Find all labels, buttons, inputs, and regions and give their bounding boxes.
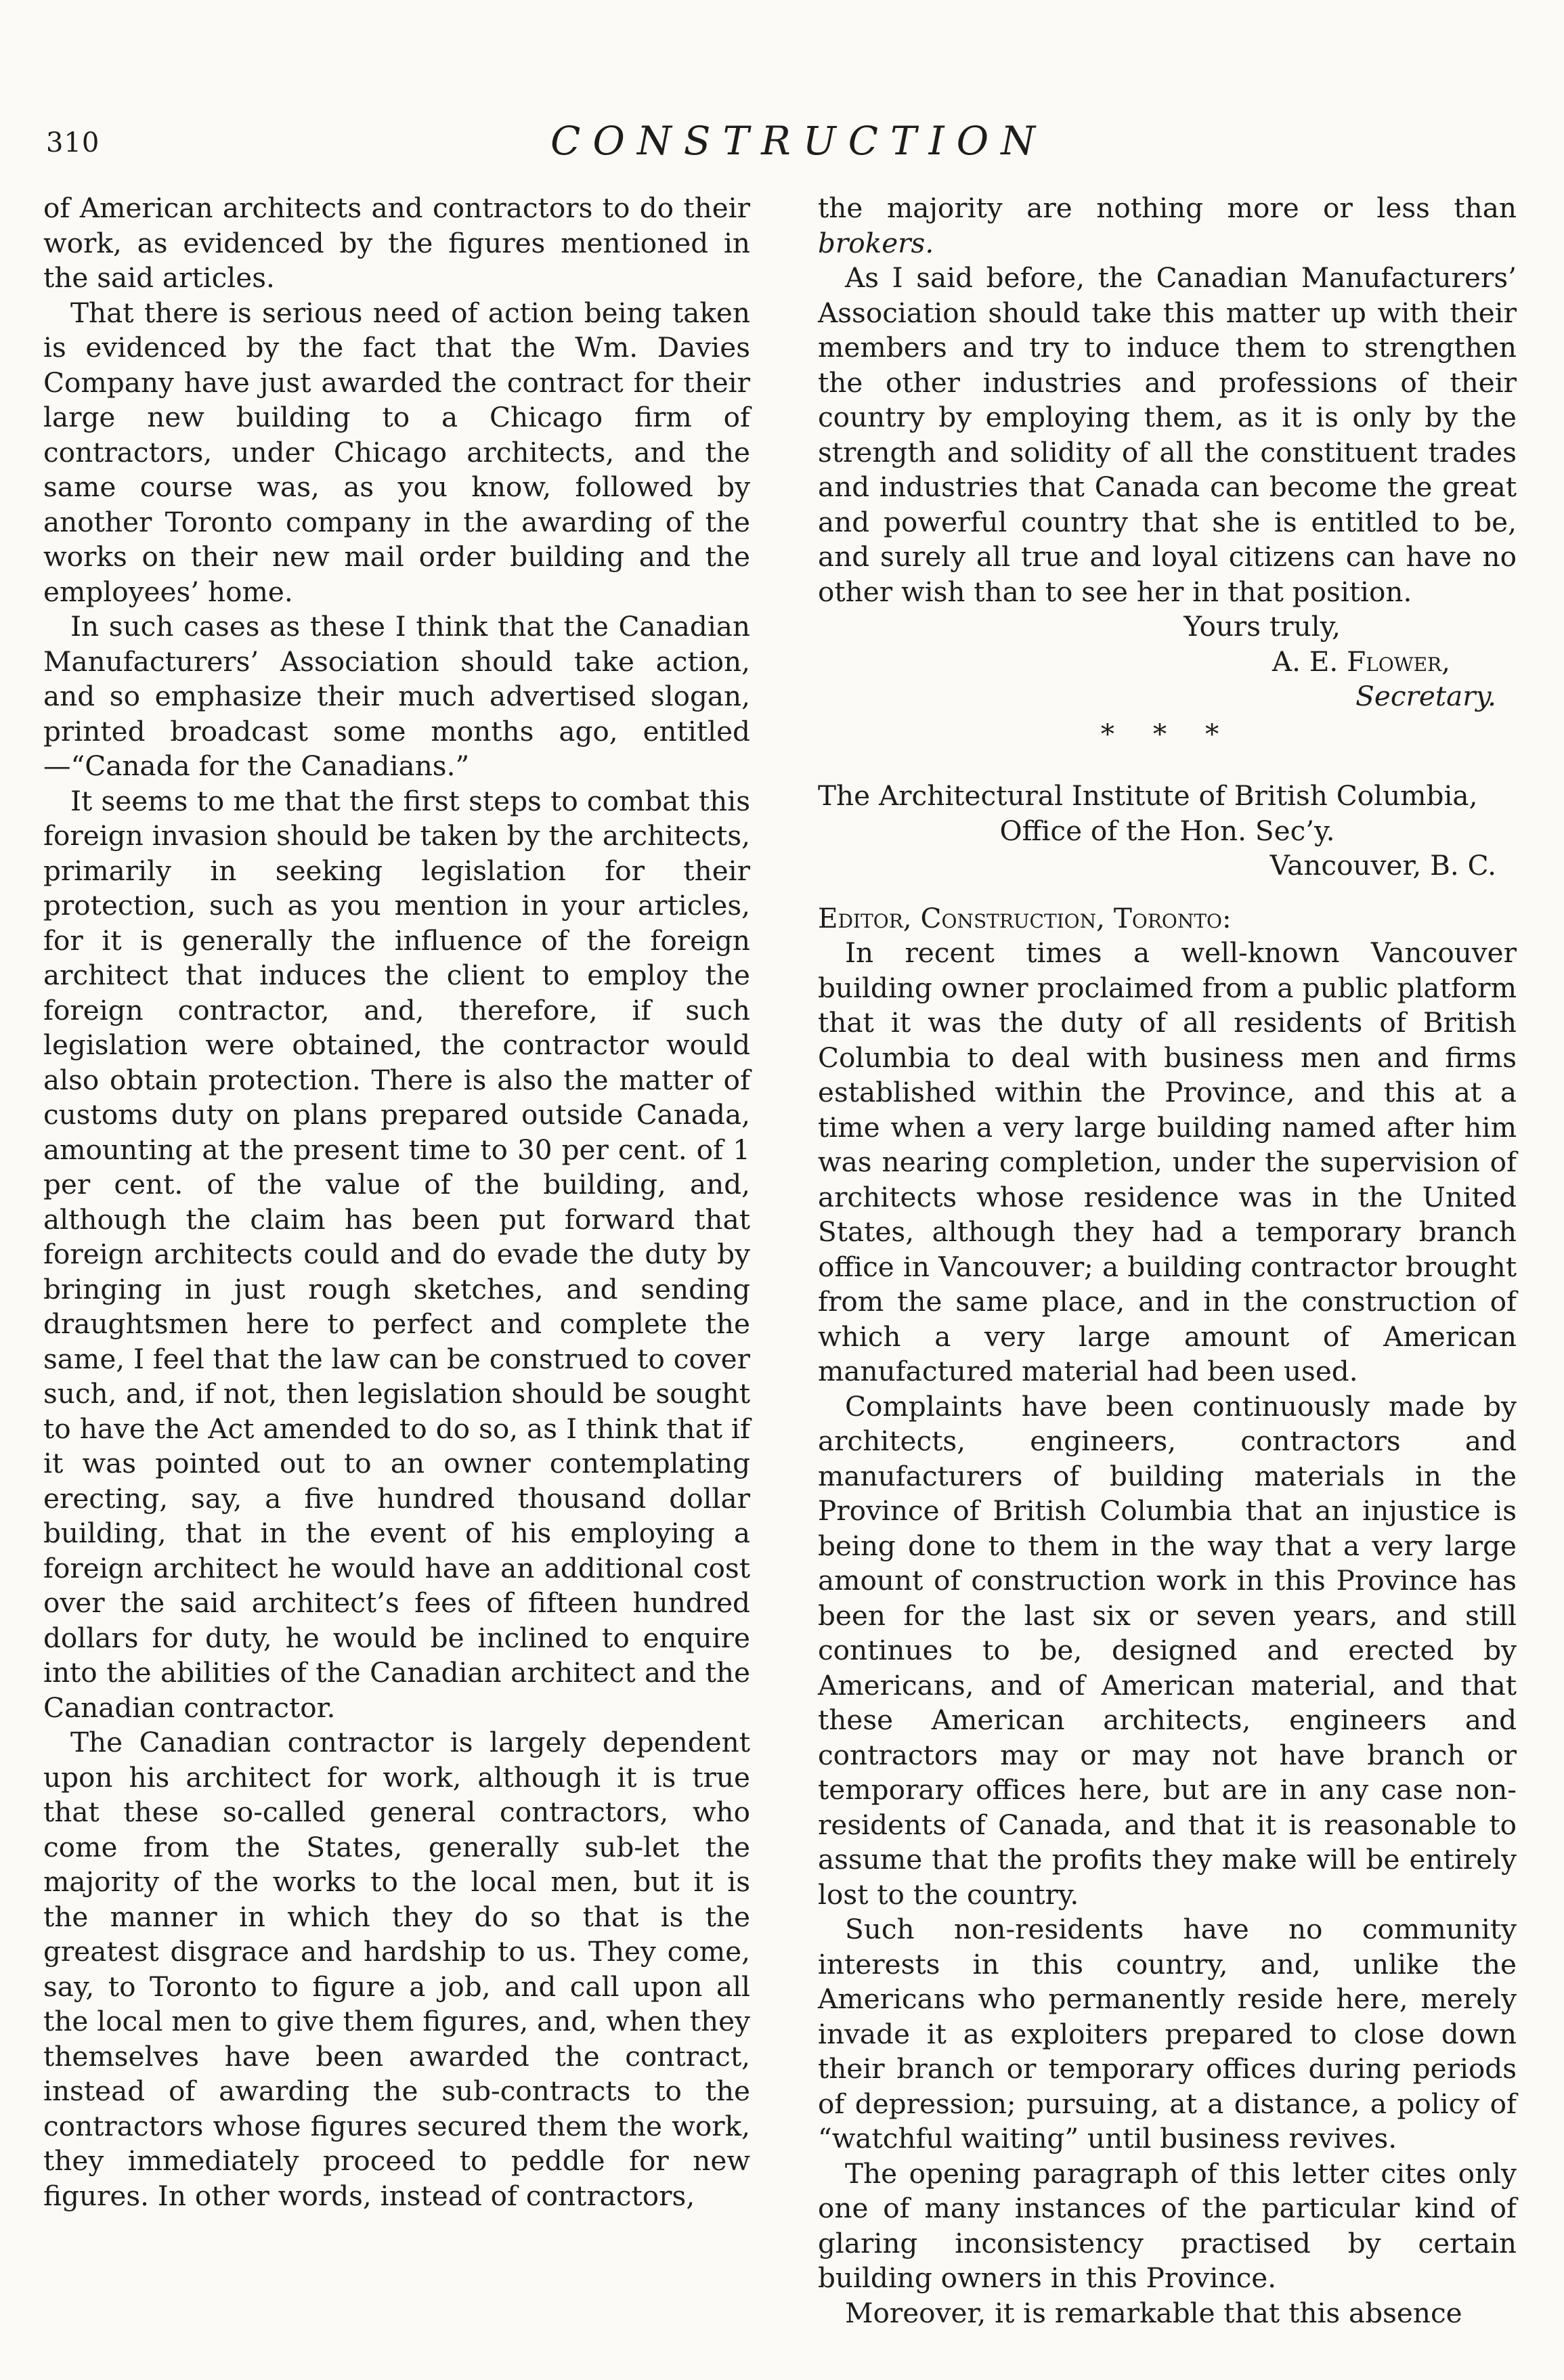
signature-name — [818, 645, 1517, 680]
paragraph: Such non-residents have no community interests in this country, and, unlike the Americans who permanently reside here, merely invade it as exploiters prepared to close down their branch or temporary offices during periods of depression; pursuing, at a distance, a policy of “watchful waiting” until business revives. — [818, 1913, 1517, 2155]
signature-title: Secretary. — [1355, 680, 1496, 712]
salutation — [818, 901, 1517, 936]
letterhead-line: Vancouver, B. C. — [1269, 849, 1496, 882]
signature-name-text: A. E. Flower, — [1272, 645, 1450, 678]
paragraph: That there is serious need of action being taken is evidenced by the fact that the Wm. Davies Company have just awarded the contract for their large new building to a Chicago firm of contractors, under Chicago architects, and the same course was, as you know, followed by another Toronto company in the awarding of the works on their new mail order building and the employees’ home. — [43, 296, 750, 608]
paragraph: In such cases as these I think that the Canadian Manufacturers’ Association should take action, and so emphasize their much advertised slogan, printed broadcast some months ago, entitled—“Canada for the Canadians.” — [43, 610, 750, 782]
letterhead-line: Office of the Hon. Sec’y. — [999, 814, 1335, 847]
left-column — [43, 191, 750, 2213]
page-number: 310 — [46, 127, 100, 158]
paragraph: It seems to me that the first steps to combat this foreign invasion should be taken by the architects, primarily in seeking legislation for their protection, such as you mention in your articles, for it is generally the influence of the foreign architect that induces the client to employ the foreign contractor, and, therefore, if such legislation were obtained, the contractor would also obtain protection. There is also the matter of customs duty on plans prepared outside Canada, amounting at the present time to 30 per cent. of 1 per cent. of the value of the building, and, although the claim has been put forward that foreign architects could and do evade the duty by bringing in just rough sketches, and sending draughtsmen here to perfect and complete the same, I feel that the law can be construed to cover such, and, if not, then legislation should be sought to have the Act amended to do so, as I think that if it was pointed out to an owner contemplating erecting, say, a five hundred thousand dollar building, that in the event of his employing a foreign architect he would have an additional cost over the said architect’s fees of fifteen hundred dollars for duty, he would be inclined to enquire into the abilities of the Canadian architect and the Canadian contractor. — [43, 784, 750, 1724]
right-column — [818, 191, 1517, 2331]
letter-closing: Yours truly, — [1183, 610, 1341, 643]
paragraph: In recent times a well-known Vancouver building owner proclaimed from a public platform that it was the duty of all residents of British Columbia to deal with business men and firms established within the Province, and this at a time when a very large building named after him was nearing completion, under the supervision of architects whose residence was in the United States, although they had a temporary branch office in Vancouver; a building contractor brought from the same place, and in the construction of which a very large amount of American manufactured material had been used. — [818, 936, 1517, 1387]
paragraph: of American architects and contractors to do their work, as evidenced by the figures mentioned in the said articles. — [43, 192, 750, 294]
paragraph: Complaints have been continuously made by architects, engineers, contractors and manufacturers of building materials in the Province of British Columbia that an injustice is being done to them in the way that a very large amount of construction work in this Province has been for the last six or seven years, and still continues to be, designed and erected by Americans, and of American material, and that these American architects, engineers and contractors may or may not have branch or temporary offices here, but are in any case non-residents of Canada, and that it is reasonable to assume that the profits they make will be entirely lost to the country. — [818, 1389, 1517, 1911]
letterhead-line: The Architectural Institute of British Columbia, — [818, 779, 1478, 812]
continuation-text: the majority are nothing more or less than — [818, 192, 1517, 224]
continuation-paragraph — [818, 191, 1517, 261]
paragraph: The opening paragraph of this letter cites only one of many instances of the particular kind of glaring inconsistency practised by certain building owners in this Province. — [818, 2157, 1517, 2294]
salutation-text: Editor, Construction, Toronto: — [818, 901, 1232, 934]
section-separator: * * * — [1100, 717, 1234, 750]
paragraph: Moreover, it is remarkable that this absence — [845, 2296, 1462, 2329]
paragraph: The Canadian contractor is largely dependent upon his architect for work, although it is true that these so-called general contractors, who come from the States, generally sub-let the majority of the works to the local men, but it is the manner in which they do so that is the greatest disgrace and hardship to us. They come, say, to Toronto to figure a job, and call upon all the local men to give them figures, and, when they themselves have been awarded the contract, instead of awarding the sub-contracts to the contractors whose figures secured them the work, they immediately proceed to peddle for new figures. In other words, instead of contractors, — [43, 1726, 750, 2212]
running-title: CONSTRUCTION — [550, 118, 1047, 164]
continuation-emphasis: brokers. — [818, 226, 934, 259]
paragraph: As I said before, the Canadian Manufacturers’ Association should take this matter up with their members and try to induce them to strengthen the other industries and professions of their country by employing them, as it is only by the strength and solidity of all the constituent trades and industries that Canada can become the great and powerful country that she is entitled to be, and surely all true and loyal citizens can have no other wish than to see her in that position. — [818, 261, 1517, 608]
